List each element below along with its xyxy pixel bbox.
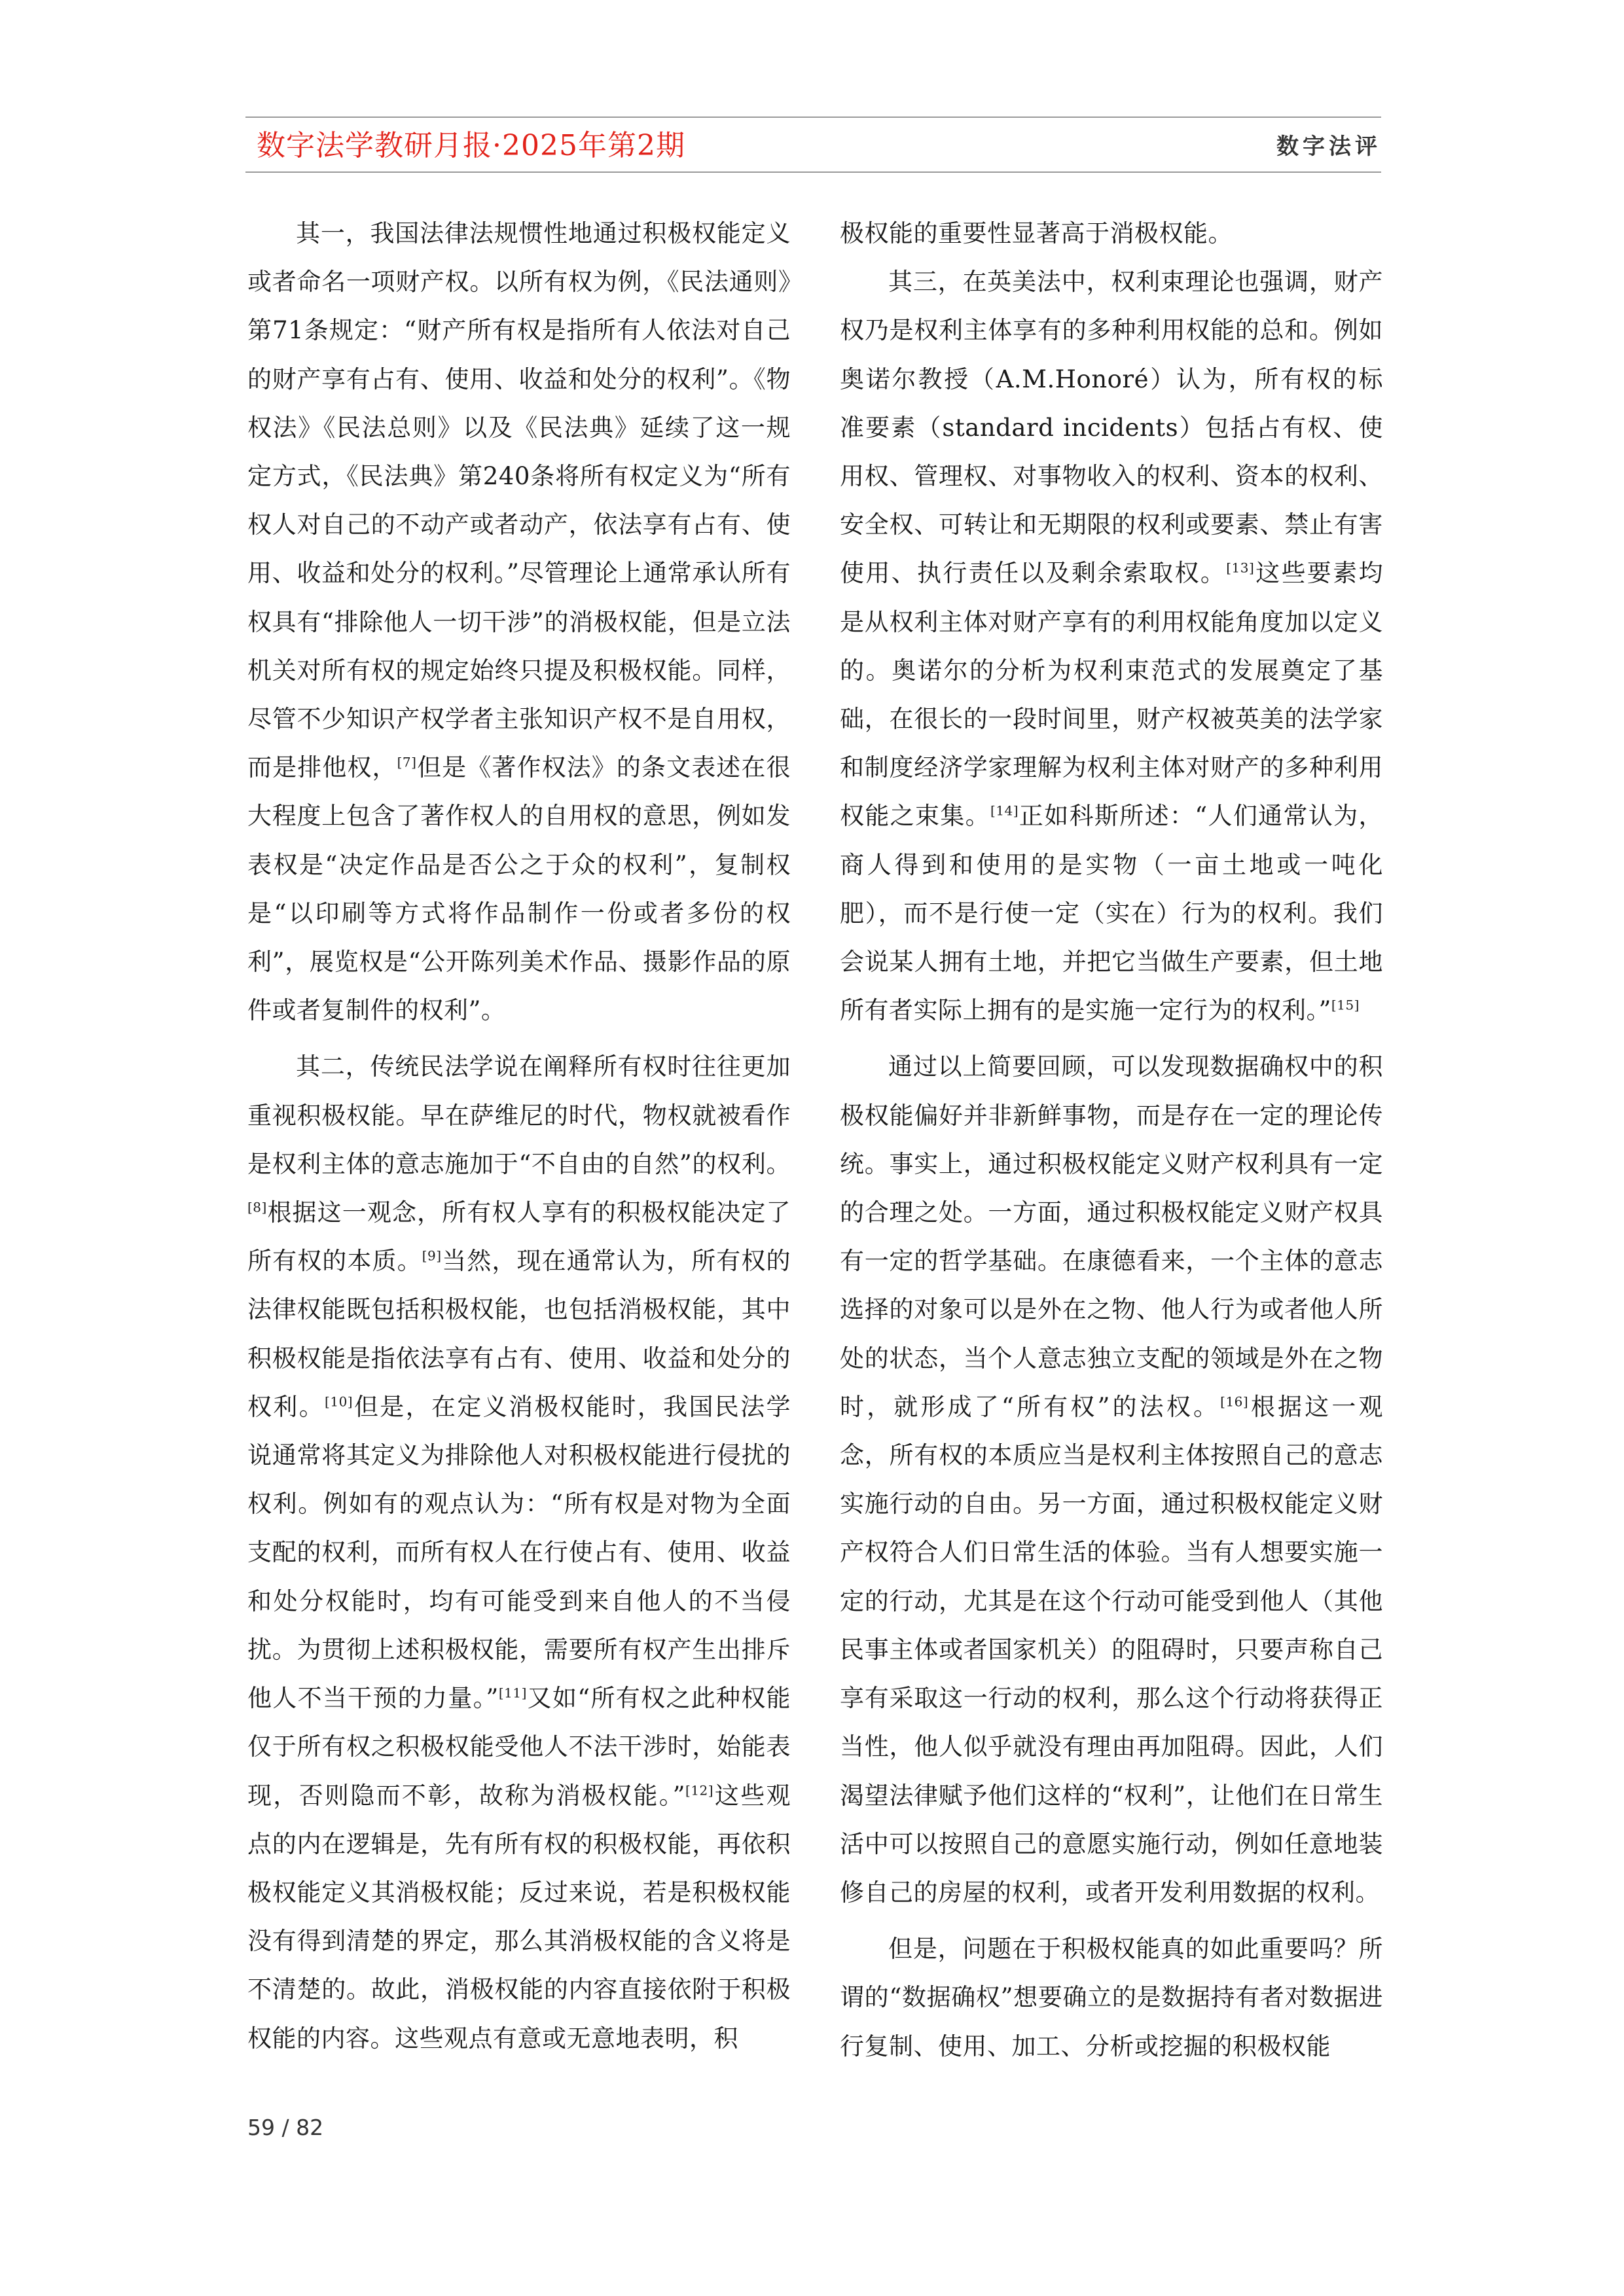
paragraph-text: 这些要素均是从权利主体对财产享有的利用权能角度加以定义的。奥诺尔的分析为权利束范式的发展奠定了基础，在很长的一段时间里，财产权被英美的法学家和制度经济学家理解为权利主体对财产的多种利用权能之束集。 <box>840 559 1383 831</box>
citation-ref: [14] <box>990 803 1019 819</box>
header-rule-top <box>245 117 1381 118</box>
left-column <box>247 209 791 2063</box>
citation-ref: [10] <box>325 1393 353 1410</box>
citation-ref: [11] <box>498 1685 527 1701</box>
paragraph-text: 但是，在定义消极权能时，我国民法学说通常将其定义为排除他人对积极权能进行侵扰的权利。例如有的观点认为：“所有权是对物为全面支配的权利，而所有权人在行使占有、使用、收益和处分权能时，均有可能受到来自他人的不当侵扰。为贯彻上述积极权能，需要所有权产生出排斥他人不当干预的力量。” <box>247 1392 791 1713</box>
citation-ref: [12] <box>685 1782 714 1799</box>
paragraph-3 <box>840 258 1383 1035</box>
citation-ref: [9] <box>422 1247 442 1264</box>
paragraph-text: 又如“所有权之此种权能仅于所有权之积极权能受他人不法干涉时，始能表现，否则隐而不彰，故称为消极权能。” <box>247 1684 791 1810</box>
section-name: 数字法评 <box>1276 134 1381 160</box>
paragraph-text: 但是《著作权法》的条文表述在很大程度上包含了著作权人的自用权的意思，例如发表权是“决定作品是否公之于众的权利”，复制权是“以印刷等方式将作品制作一份或者多份的权利”，展览权是“公开陈列美术作品、摄影作品的原件或者复制件的权利”。 <box>247 753 791 1025</box>
paragraph-text: 这些观点的内在逻辑是，先有所有权的积极权能，再依积极权能定义其消极权能；反过来说，若是积极权能没有得到清楚的界定，那么其消极权能的含义将是不清楚的。故此，消极权能的内容直接依附于积极权能的内容。这些观点有意或无意地表明，积 <box>247 1781 791 2053</box>
paragraph-text: 其一，我国法律法规惯性地通过积极权能定义或者命名一项财产权。以所有权为例，《民法通则》第71条规定：“财产所有权是指所有人依法对自己的财产享有占有、使用、收益和处分的权利”。《物权法》《民法总则》以及《民法典》延续了这一规定方式，《民法典》第240条将所有权定义为“所有权人对自己的不动产或者动产，依法享有占有、使用、收益和处分的权利。”尽管理论上通常承认所有权具有“排除他人一切干涉”的消极权能，但是立法机关对所有权的规定始终只提及积极权能。同样，尽管不少知识产权学者主张知识产权不是自用权，而是排他权， <box>247 219 791 782</box>
paragraph-4 <box>840 1043 1383 1917</box>
paragraph-text: 当然，现在通常认为，所有权的法律权能既包括积极权能，也包括消极权能，其中积极权能是指依法享有占有、使用、收益和处分的权利。 <box>247 1247 791 1421</box>
paragraph-text: 正如科斯所述：“人们通常认为，商人得到和使用的是实物（一亩土地或一吨化肥），而不是行使一定（实在）行为的权利。我们会说某人拥有土地，并把它当做生产要素，但土地所有者实际上拥有的是实施一定行为的权利。” <box>840 802 1384 1025</box>
citation-ref: [16] <box>1220 1393 1249 1410</box>
journal-title: 数字法学教研月报·2025年第2期 <box>257 129 685 162</box>
page-number: 59 / 82 <box>247 2115 324 2140</box>
paragraph-2 <box>247 1043 791 2062</box>
citation-ref: [8] <box>247 1199 267 1215</box>
paragraph-continued: 极权能的重要性显著高于消极权能。 <box>840 219 1233 247</box>
citation-ref: [13] <box>1226 560 1255 577</box>
paragraph-text: 其二，传统民法学说在阐释所有权时往往更加重视积极权能。早在萨维尼的时代，物权就被看作是权利主体的意志施加于“不自由的自然”的权利。 <box>247 1052 791 1178</box>
citation-ref: [15] <box>1331 997 1360 1013</box>
header-rule-bottom <box>245 171 1381 173</box>
paragraph-text: 根据这一观念，所有权人享有的积极权能决定了所有权的本质。 <box>247 1198 791 1276</box>
citation-ref: [7] <box>397 754 417 770</box>
paragraph-1 <box>247 209 791 1035</box>
paragraph-text: 根据这一观念，所有权的本质应当是权利主体按照自己的意志实施行动的自由。另一方面，通过积极权能定义财产权符合人们日常生活的体验。当有人想要实施一定的行动，尤其是在这个行动可能受到他人（其他民事主体或者国家机关）的阻碍时，只要声称自己享有采取这一行动的权利，那么这个行动将获得正当性，他人似乎就没有理由再加阻碍。因此，人们渴望法律赋予他们这样的“权利”，让他们在日常生活中可以按照自己的意愿实施行动，例如任意地装修自己的房屋的权利，或者开发利用数据的权利。 <box>840 1392 1383 1907</box>
paragraph-5: 但是，问题在于积极权能真的如此重要吗？所谓的“数据确权”想要确立的是数据持有者对数据进行复制、使用、加工、分析或挖掘的积极权能 <box>840 1935 1383 2060</box>
paragraph-text: 通过以上简要回顾，可以发现数据确权中的积极权能偏好并非新鲜事物，而是存在一定的理论传统。事实上，通过积极权能定义财产权利具有一定的合理之处。一方面，通过积极权能定义财产权具有一定的哲学基础。在康德看来，一个主体的意志选择的对象可以是外在之物、他人行为或者他人所处的状态，当个人意志独立支配的领域是外在之物时，就形成了“所有权”的法权。 <box>840 1052 1383 1421</box>
right-column <box>840 209 1383 2071</box>
paragraph-text: 其三，在英美法中，权利束理论也强调，财产权乃是权利主体享有的多种利用权能的总和。例如奥诺尔教授（A.M.Honoré）认为，所有权的标准要素（standard incidents）包括占有权、使用权、管理权、对事物收入的权利、资本的权利、安全权、可转让和无期限的权利或要素、禁止有害使用、执行责任以及剩余索取权。 <box>840 268 1383 588</box>
